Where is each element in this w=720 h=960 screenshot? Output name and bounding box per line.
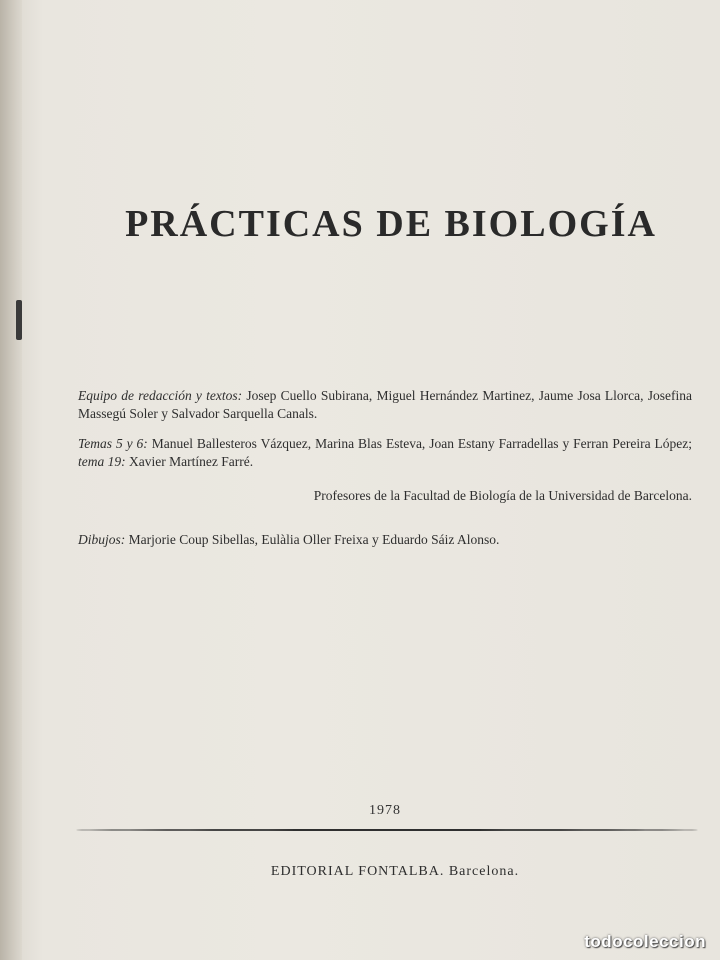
themes-names: Manuel Ballesteros Vázquez, Marina Blas Esteva, Joan Estany Farradellas y Ferran Pereira López; [151,436,692,451]
publication-year: 1978 [369,803,401,818]
themes-label: Temas 5 y 6: [78,436,148,451]
team-names: Josep Cuello Subirana, Miguel Hernández Martinez, Jaume Josa Llorca, Josefina Massegú Soler y Salvador Sarquella Canals. [78,388,693,421]
spine-mark [16,300,22,340]
theme19-label: tema 19: [78,454,126,469]
themes-credit [78,435,692,471]
divider-rule [76,829,698,831]
theme19-names: Xavier Martínez Farré. [129,454,254,469]
drawings-credit [78,531,692,549]
team-credit [78,387,692,423]
book-title: PRÁCTICAS DE BIOLOGÍA [125,203,657,245]
drawings-label: Dibujos: [78,532,126,547]
team-label: Equipo de redacción y textos: [78,388,243,403]
affiliation: Profesores de la Facultad de Biología de la Universidad de Barcelona. [313,488,692,503]
watermark: todocoleccion [584,932,706,951]
drawings-names: Marjorie Coup Sibellas, Eulàlia Oller Freixa y Eduardo Sáiz Alonso. [128,532,500,547]
credits-block [78,387,692,561]
publisher: EDITORIAL FONTALBA. Barcelona. [270,864,520,879]
